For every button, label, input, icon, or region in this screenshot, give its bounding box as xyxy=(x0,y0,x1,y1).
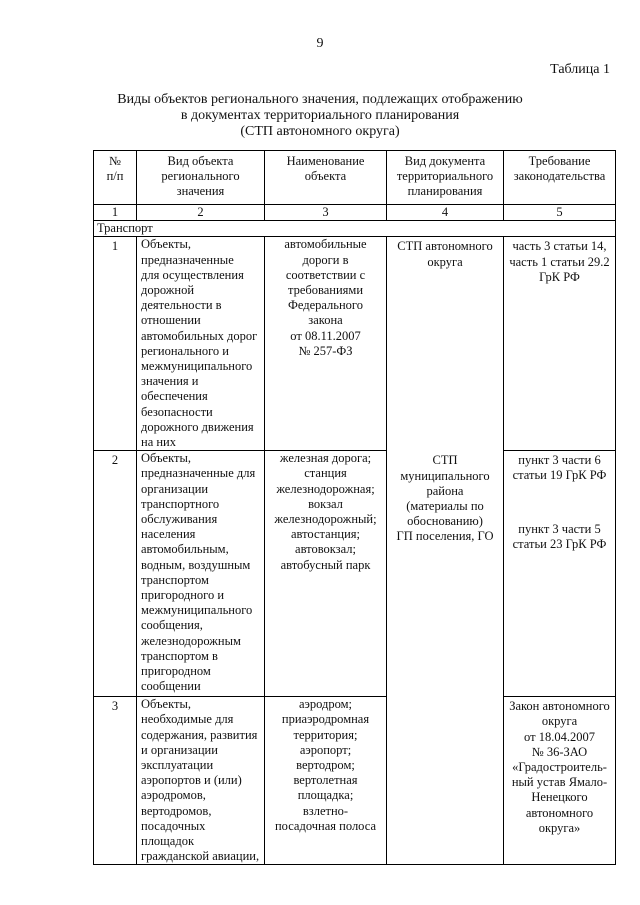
row-number: 2 xyxy=(94,451,137,697)
section-row xyxy=(94,221,616,237)
document-type-top: СТП автономного округа xyxy=(397,239,493,269)
object-name-cell: автомобильные дороги в соответствии с требованиями Федерального закона от 08.11.2007 № 257-ФЗ xyxy=(265,237,387,451)
header-num: № п/п xyxy=(94,151,137,205)
header-row xyxy=(94,151,616,205)
column-number: 4 xyxy=(387,205,504,221)
row-number: 1 xyxy=(94,237,137,451)
column-number: 1 xyxy=(94,205,137,221)
header-name: Наименование объекта xyxy=(265,151,387,205)
header-kind: Вид объекта регионального значения xyxy=(137,151,265,205)
table-row xyxy=(94,451,616,697)
column-number: 5 xyxy=(504,205,616,221)
table-row xyxy=(94,697,616,865)
section-title: Транспорт xyxy=(94,221,616,237)
page-number: 9 xyxy=(316,36,324,51)
title-line: (СТП автономного округа) xyxy=(240,124,400,139)
row-number: 3 xyxy=(94,697,137,865)
header-req: Требование законодательства xyxy=(504,151,616,205)
object-name-cell: железная дорога; станция железнодорожная; вокзал железнодорожный; автостанция; автовокзал; автобусный парк xyxy=(265,451,387,697)
title-line: в документах территориального планирования xyxy=(180,108,460,123)
column-number: 2 xyxy=(137,205,265,221)
table-row xyxy=(94,237,616,451)
requirement-cell: пункт 3 части 6 статьи 19 ГрК РФ пункт 3 части 5 статьи 23 ГрК РФ xyxy=(504,451,616,697)
object-kind-cell: Объекты, необходимые для содержания, развития и организации эксплуатации аэропортов и (или) аэродромов, вертодромов, посадочных площадок гражданской авиации, xyxy=(137,697,265,865)
object-kind-cell: Объекты, предназначенные для организации транспортного обслуживания населения автомобильным, водным, воздушным транспортом пригородного и межмуниципального сообщения, железнодорожным транспортом в пригородном сообщении xyxy=(137,451,265,697)
document-type-cell xyxy=(387,237,504,865)
document-type-middle: СТП муниципального района (материалы по обоснованию) ГП поселения, ГО xyxy=(396,453,494,544)
column-number: 3 xyxy=(265,205,387,221)
document-title xyxy=(60,92,580,140)
requirement-cell: часть 3 статьи 14, часть 1 статьи 29.2 ГрК РФ xyxy=(504,237,616,451)
column-number-row xyxy=(94,205,616,221)
title-line: Виды объектов регионального значения, подлежащих отображению xyxy=(117,92,523,107)
requirement-cell: Закон автономного округа от 18.04.2007 № 36-ЗАО «Градостроитель- ный устав Ямало- Ненецкого автономного округа» xyxy=(504,697,616,865)
header-doc: Вид документа территориального планирования xyxy=(387,151,504,205)
object-name-cell: аэродром; приаэродромная территория; аэропорт; вертодром; вертолетная площадка; взлетно- посадочная полоса xyxy=(265,697,387,865)
objects-table xyxy=(93,150,616,865)
table-label: Таблица 1 xyxy=(550,62,610,77)
object-kind-cell: Объекты, предназначенные для осуществления дорожной деятельности в отношении автомобильных дорог регионального и межмуниципального значения и обеспечения безопасности дорожного движения на них xyxy=(137,237,265,451)
